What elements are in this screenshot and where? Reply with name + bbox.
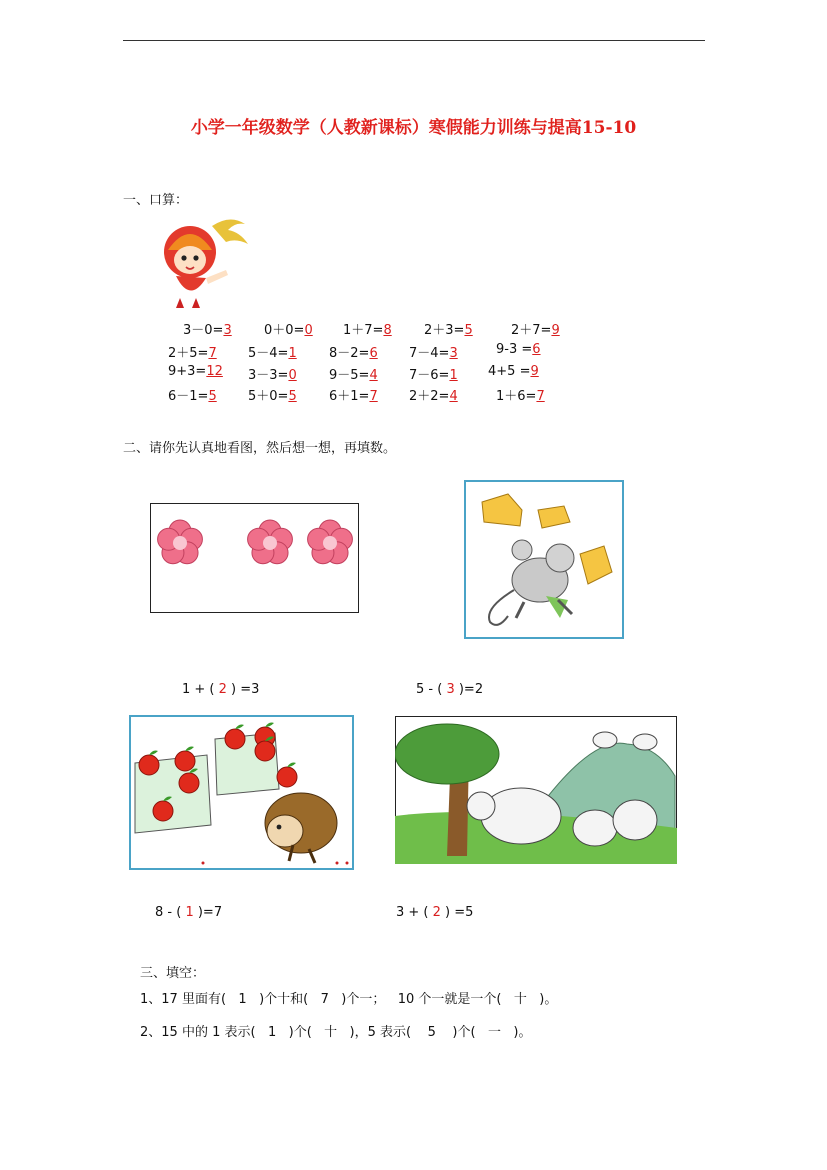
problem-answer: 1 [185,905,194,920]
arithmetic-answer: 1 [288,346,297,361]
arithmetic-answer: 6 [369,346,378,361]
arithmetic-item [329,342,383,361]
arithmetic-answer: 7 [369,389,378,404]
header-rule [123,40,705,41]
arithmetic-question: 5－4= [248,346,289,361]
fill-blank-line-1: 1、17 里面有( 1 )个十和( 7 )个一； 10 个一就是一个( 十 )。 [140,992,558,1007]
arithmetic-answer: 4 [369,368,378,383]
arithmetic-question: 6－1= [168,389,209,404]
arithmetic-item [183,319,237,338]
apples-hedgehog-image [129,715,354,870]
arithmetic-question: 6＋1= [329,389,370,404]
problem-suffix: )=2 [454,682,484,697]
arithmetic-answer: 0 [288,368,297,383]
fill-blank-line-2: 2、15 中的 1 表示( 1 )个( 十 )，5 表示( 5 )个( 一 )。 [140,1025,532,1040]
mouse-cheese-image [464,480,624,640]
arithmetic-item [264,319,318,338]
arithmetic-answer: 8 [383,323,392,338]
arithmetic-question: 7－4= [409,346,450,361]
arithmetic-answer: 7 [536,389,545,404]
arithmetic-answer: 0 [304,323,313,338]
arithmetic-answer: 4 [449,389,458,404]
arithmetic-item [248,385,302,404]
arithmetic-item [496,385,550,404]
arithmetic-answer: 7 [208,346,217,361]
arithmetic-item [329,364,383,383]
problem-suffix: ) =5 [440,905,474,920]
arithmetic-answer: 9 [551,323,560,338]
arithmetic-question: 9－5= [329,368,370,383]
arithmetic-answer: 3 [223,323,232,338]
arithmetic-answer: 3 [449,346,458,361]
arithmetic-item [496,342,546,357]
arithmetic-item [168,364,223,379]
arithmetic-question: 2＋7= [511,323,552,338]
flowers-image [150,503,360,614]
arithmetic-item [488,364,544,379]
arithmetic-answer: 5 [288,389,297,404]
picture-problem-1 [182,682,259,697]
arithmetic-item [248,364,302,383]
arithmetic-question: 5＋0= [248,389,289,404]
arithmetic-item [248,342,302,361]
arithmetic-answer: 5 [208,389,217,404]
arithmetic-answer: 12 [206,364,223,379]
arithmetic-item [343,319,397,338]
arithmetic-question: 3－0= [183,323,224,338]
arithmetic-question: 0＋0= [264,323,305,338]
arithmetic-answer: 1 [449,368,458,383]
sheep-scene-image [395,716,677,864]
problem-answer: 2 [432,905,441,920]
arithmetic-answer: 9 [530,364,539,379]
arithmetic-question: 2＋3= [424,323,465,338]
cartoon-girl-image [150,212,250,312]
problem-answer: 3 [446,682,455,697]
picture-problem-4 [396,905,473,920]
arithmetic-question: 7－6= [409,368,450,383]
arithmetic-question: 9-3 = [496,342,533,357]
problem-prefix: 1 + ( [182,682,219,697]
arithmetic-question: 9+3= [168,364,207,379]
arithmetic-item [409,385,463,404]
arithmetic-item [168,385,222,404]
arithmetic-question: 2＋2= [409,389,450,404]
arithmetic-question: 2＋5= [168,346,209,361]
page-title: 小学一年级数学（人教新课标）寒假能力训练与提高15-10 [190,118,637,138]
problem-prefix: 5 - ( [416,682,447,697]
arithmetic-item [409,364,463,383]
arithmetic-item [409,342,463,361]
arithmetic-item [168,342,222,361]
arithmetic-question: 1＋6= [496,389,537,404]
arithmetic-question: 3－3= [248,368,289,383]
section3-heading: 三、填空： [140,966,206,981]
arithmetic-answer: 5 [464,323,473,338]
arithmetic-item [511,319,565,338]
picture-problem-3 [155,905,222,920]
problem-prefix: 3 + ( [396,905,433,920]
arithmetic-question: 4+5 = [488,364,531,379]
section2-heading: 二、请你先认真地看图，然后想一想，再填数。 [123,441,397,456]
problem-suffix: )=7 [193,905,223,920]
problem-answer: 2 [218,682,227,697]
arithmetic-question: 8－2= [329,346,370,361]
problem-prefix: 8 - ( [155,905,186,920]
arithmetic-answer: 6 [532,342,541,357]
arithmetic-question: 1＋7= [343,323,384,338]
arithmetic-item [424,319,478,338]
problem-suffix: ) =3 [226,682,260,697]
picture-problem-2 [416,682,483,697]
arithmetic-item [329,385,383,404]
section1-heading: 一、口算： [123,193,189,208]
